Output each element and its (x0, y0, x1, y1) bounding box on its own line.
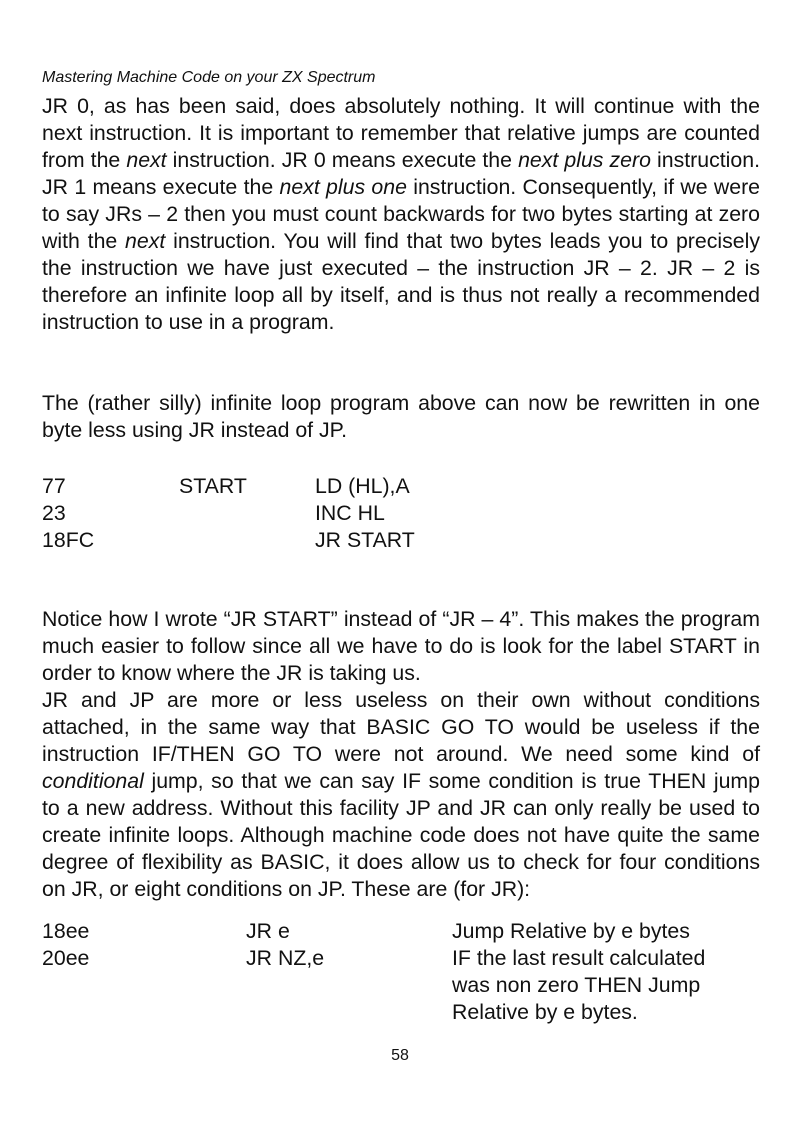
code-hex: 77 (42, 474, 66, 498)
page-number: 58 (391, 1047, 409, 1064)
paragraph-relative-jumps: JR 0, as has been said, does absolutely nothing. It will continue with the next instruction. It is important to remember that relative jumps are counted from the next instruction. JR 0 means execute the next plus zero instruction. JR 1 means execute the next plus one instruction. Consequently, if we were to say JRs – 2 then you must count backwards for two bytes starting at zero with the next instruction. You will find that two bytes leads you to precisely the instruction we have just executed – the instruction JR – 2. JR – 2 is therefore an infinite loop all by itself, and is thus not really a recommended instruction to use in a program. (42, 94, 761, 334)
condition-opcode: 18ee (42, 919, 90, 943)
running-header: Mastering Machine Code on your ZX Spectrum (42, 69, 376, 86)
condition-mnemonic: JR e (246, 919, 290, 943)
code-label: START (179, 474, 247, 498)
code-instruction: INC HL (315, 501, 385, 525)
code-row (42, 527, 415, 554)
condition-description: IF the last result calculated was non zero THEN Jump Relative by e bytes. (452, 946, 706, 1024)
code-instruction: LD (HL),A (315, 474, 410, 498)
code-label (179, 527, 315, 554)
paragraph-notice: Notice how I wrote “JR START” instead of “JR – 4”. This makes the program much easier to follow since all we have to do is look for the label START in order to know where the JR is taking us. (42, 607, 760, 685)
paragraph-conditions: JR and JP are more or less useless on their own without conditions attached, in the same way that BASIC GO TO would be useless if the instruction IF/THEN GO TO were not around. We need some kind of conditional jump, so that we can say IF some condition is true THEN jump to a new address. Without this facility JP and JR can only really be used to create infinite loops. Although machine code does not have quite the same degree of flexibility as BASIC, it does allow us to check for four conditions on JR, or eight conditions on JP. These are (for JR): (42, 688, 760, 901)
code-label (179, 500, 315, 527)
condition-description: Jump Relative by e bytes (452, 919, 690, 943)
code-row (42, 500, 415, 527)
condition-opcode: 20ee (42, 946, 90, 970)
condition-mnemonic: JR NZ,e (246, 946, 325, 970)
code-listing (42, 473, 415, 554)
paragraph-rewrite: The (rather silly) infinite loop program above can now be rewritten in one byte less using JR instead of JP. (42, 391, 760, 442)
code-hex: 18FC (42, 528, 95, 552)
code-instruction: JR START (315, 528, 415, 552)
condition-row (42, 918, 742, 945)
code-hex: 23 (42, 501, 66, 525)
code-row (42, 473, 415, 500)
condition-table (42, 918, 742, 1026)
condition-row (42, 945, 742, 1026)
